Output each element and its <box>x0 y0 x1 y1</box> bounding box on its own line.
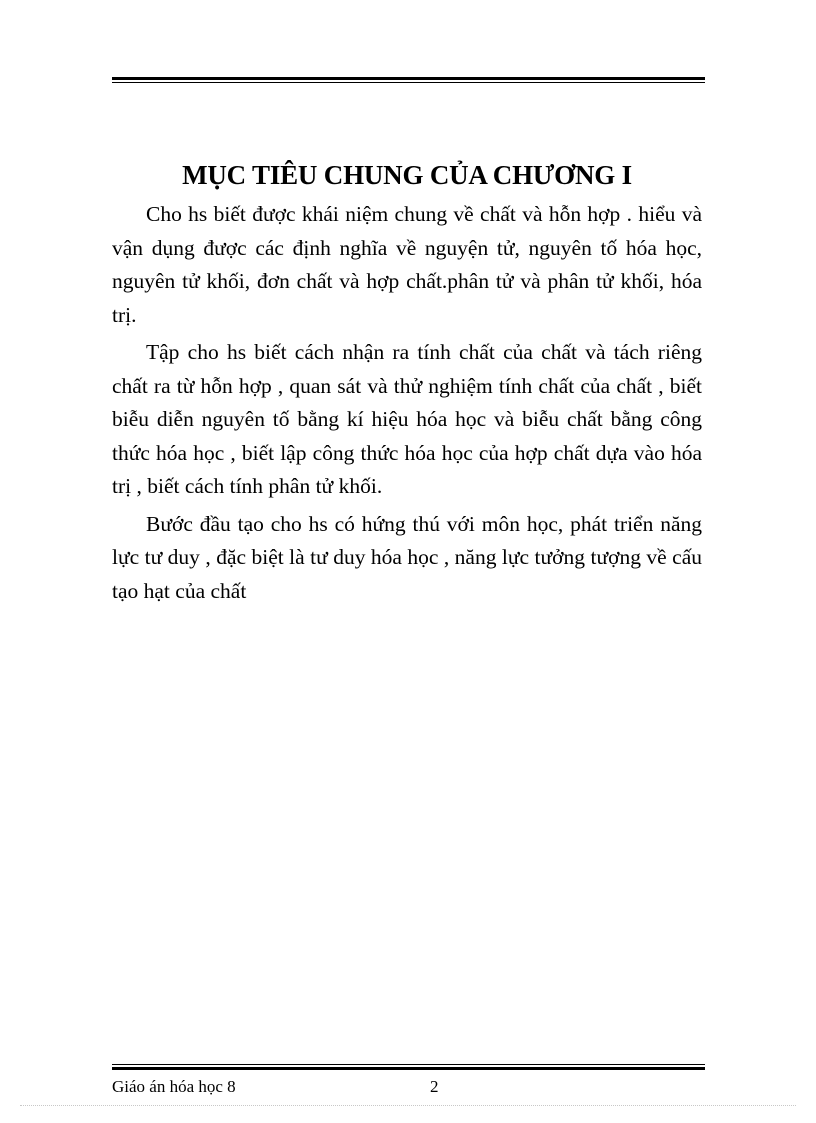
page-number: 2 <box>430 1077 439 1096</box>
paragraph-3: Bước đầu tạo cho hs có hứng thú với môn học, phát triển năng lực tư duy , đặc biệt là tư duy hóa học , năng lực tưởng tượng về cấu tạo hạt của chất <box>112 511 702 603</box>
document-body <box>112 156 702 612</box>
footer-rule <box>112 1064 705 1070</box>
paragraph-1: Cho hs biết được khái niệm chung về chất và hỗn hợp . hiểu và vận dụng được các định nghĩa về nguyện tử, nguyên tố hóa học, nguyên tử khối, đơn chất và hợp chất.phân tử và phân tử khối, hóa trị. <box>112 202 702 327</box>
chapter-title: MỤC TIÊU CHUNG CỦA CHƯƠNG I <box>182 160 632 190</box>
page-break-line <box>20 1105 796 1106</box>
paragraph-2: Tập cho hs biết cách nhận ra tính chất của chất và tách riêng chất ra từ hỗn hợp , quan sát và thử nghiệm tính chất của chất , biết biễu diễn nguyên tố bằng kí hiệu hóa học và biễu chất bằng công thức hóa học , biết lập công thức hóa học của hợp chất dựa vào hóa trị , biết cách tính phân tử khối. <box>112 340 702 498</box>
header-rule <box>112 77 705 83</box>
footer-label: Giáo án hóa học 8 <box>112 1077 236 1096</box>
